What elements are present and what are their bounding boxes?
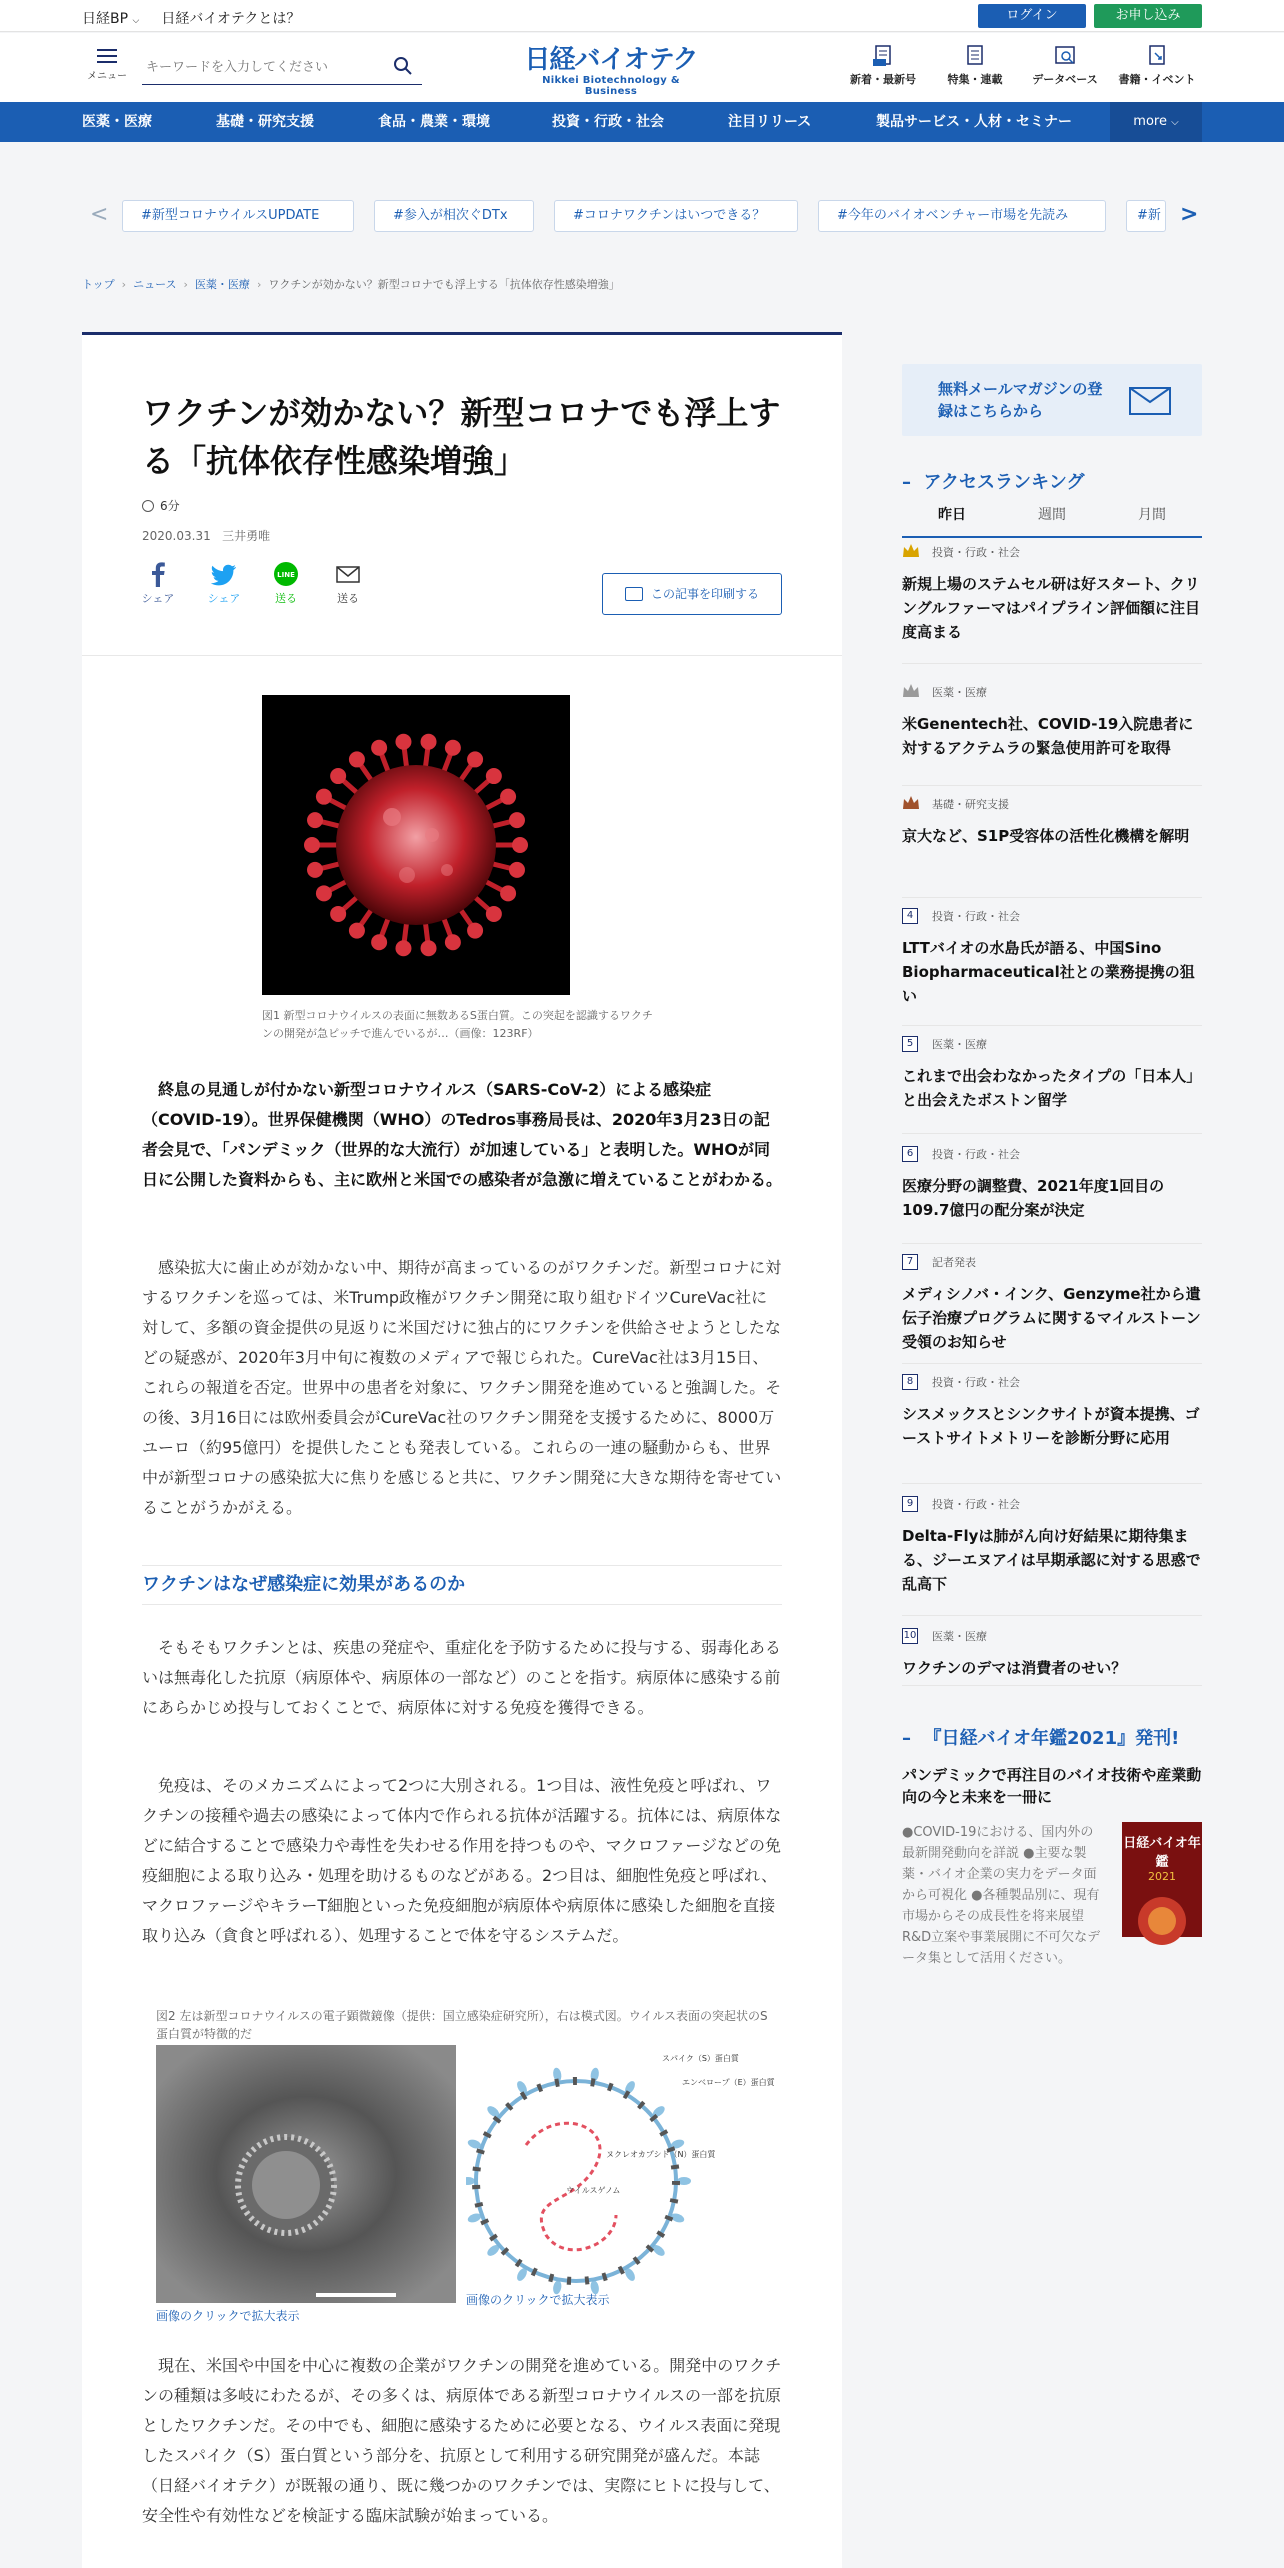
article-paragraph: 免疫は、そのメカニズムによって2つに大別される。1つ目は、液性免疫と呼ばれ、ワクチンの接種や過去の感染によって体内で作られる抗体が活躍する。抗体には、病原体などに結合することで感染力や毒性を失わせる作用を持つものや、マクロファージなどの免疫細胞による取り込み・処理を助けるものなどがある。2つ目は、細胞性免疫と呼ばれ、マクロファージやキラーT細胞といった免疫細胞が病原体や病原体に感染した細胞を直接取り込み（貪食と呼ばれる）、処理することで体を守るシステムだ。 — [142, 1776, 782, 1945]
tag-item[interactable]: #参入が相次ぐDTx — [374, 200, 534, 232]
divider — [82, 655, 842, 656]
virus-body — [336, 765, 496, 925]
share-facebook[interactable] — [138, 561, 178, 606]
share-line-label: 送る — [275, 592, 297, 605]
nav-database-label: データベース — [1032, 73, 1098, 86]
tab-monthly[interactable]: 月間 — [1138, 507, 1166, 523]
ranking-item[interactable] — [902, 1626, 1202, 1686]
electron-micrograph-image[interactable] — [156, 2045, 456, 2303]
ranking-title: 新規上場のステムセル研は好スタート、クリングルファーマはパイプライン評価額に注目度高まる — [902, 575, 1201, 641]
spike-marker — [466, 2177, 475, 2185]
spike-head — [316, 885, 332, 901]
ranking-item[interactable] — [902, 1372, 1202, 1484]
rank-number: 8 — [902, 1374, 918, 1390]
label-genome: ウイルスゲノム — [566, 2186, 621, 2195]
tab-weekly[interactable]: 週間 — [1038, 507, 1066, 523]
login-button[interactable]: ログイン — [978, 4, 1086, 28]
ranking-item[interactable] — [902, 906, 1202, 1026]
spike-head — [500, 885, 516, 901]
spike-head — [509, 812, 525, 828]
ranking-item[interactable] — [902, 1494, 1202, 1616]
carousel-next-icon[interactable]: > — [1180, 202, 1199, 227]
spike-head — [371, 740, 387, 756]
printer-icon — [625, 587, 643, 601]
menu-button[interactable] — [86, 49, 128, 82]
ranking-category: 医薬・医療 — [932, 1038, 987, 1051]
share-facebook-label: シェア — [141, 592, 175, 605]
article-meta — [142, 527, 270, 544]
nav-database[interactable] — [1020, 45, 1110, 87]
more-label: more — [1133, 114, 1167, 129]
label-envelope: エンベロープ（E）蛋白質 — [682, 2078, 775, 2087]
rank-number: 6 — [902, 1146, 918, 1162]
envelope-icon — [1128, 382, 1172, 418]
nav-medicine[interactable]: 医薬・医療 — [82, 114, 152, 130]
spike-head — [307, 812, 323, 828]
enlarge-link[interactable]: 画像のクリックで拡大表示 — [466, 2293, 610, 2307]
rank-number: 10 — [902, 1628, 918, 1644]
ranking-title: メディシノバ・インク、Genzyme社から遺伝子治療プログラムに関するマイルストーン受領のお知らせ — [902, 1285, 1201, 1351]
spike-head — [395, 940, 411, 956]
logo-subtext: Nikkei Biotechnology & Business — [542, 75, 680, 97]
share-twitter[interactable] — [204, 561, 244, 606]
yearbook-heading: – 『日経バイオ年鑑2021』発刊! — [902, 1728, 1180, 1749]
share-twitter-label: シェア — [207, 592, 241, 605]
section-heading: ワクチンはなぜ感染症に効果があるのか — [142, 1565, 782, 1605]
coronavirus-image[interactable] — [262, 695, 570, 995]
spike-head — [445, 740, 461, 756]
breadcrumb-current: ワクチンが効かない？新型コロナでも浮上する「抗体依存性感染増強」 — [268, 278, 620, 291]
spike-head — [421, 734, 437, 750]
ranking-title: 米Genentech社、COVID-19入院患者に対するアクテムラの緊急使用許可を取得 — [902, 715, 1194, 757]
crown-icon — [902, 794, 920, 812]
figure2-caption: 図2 左は新型コロナウイルスの電子顕微鏡像（提供：国立感染症研究所），右は模式図。ウイルス表面の突起状のS蛋白質が特徴的だ — [156, 2009, 768, 2041]
ranking-item[interactable] — [902, 682, 1202, 786]
spike-head — [330, 906, 346, 922]
article-paragraph: そもそもワクチンとは、疾患の発症や、重症化を予防するために投与する、弱毒化あるいは無毒化した抗原（病原体や、病原体の一部など）のことを指す。病原体に感染する前にあらかじめ投与しておくことで、病原体に対する免疫を獲得できる。 — [142, 1638, 781, 1717]
nav-products[interactable]: 製品サービス・人材・セミナー — [876, 114, 1072, 130]
label-nucleocapsid: ヌクレオカプシド（N）蛋白質 — [606, 2150, 716, 2159]
ranking-item[interactable] — [902, 1144, 1202, 1244]
article-title: ワクチンが効かない？新型コロナでも浮上する「抗体依存性感染増強」 — [142, 394, 781, 480]
ranking-item[interactable] — [902, 1034, 1202, 1134]
site-header — [0, 33, 1284, 102]
search-input[interactable] — [142, 51, 422, 85]
cover-year: 2021 — [1148, 1870, 1176, 1883]
nav-books-events[interactable] — [1112, 45, 1202, 87]
ranking-heading: – アクセスランキング — [902, 472, 1085, 493]
ranking-title: Delta-Flyは肺がん向け好結果に期待集まる、ジーエヌアイは早期承認に対する思惑で乱高下 — [902, 1527, 1201, 1593]
nav-features[interactable] — [930, 45, 1020, 87]
article-paragraph: 現在、米国や中国を中心に複数の企業がワクチンの開発を進めている。開発中のワクチンの種類は多岐にわたるが、その多くは、病原体である新型コロナウイルスの一部を抗原としたワクチンだ。その中でも、細胞に感染するために必要となる、ウイルス表面に発現したスパイク（S）蛋白質という部分を、抗原として利用する研究開発が盛んだ。本誌（日経バイオテク）が既報の通り、既に幾つかのワクチンでは、実際にヒトに投与して、安全性や有効性などを検証する臨床試験が始まっている。 — [142, 2356, 782, 2525]
spike-head — [486, 768, 502, 784]
share-mail-label: 送る — [337, 592, 359, 605]
nav-features-label: 特集・連載 — [947, 73, 1003, 86]
nav-new-issue[interactable] — [838, 45, 928, 87]
facebook-icon — [147, 561, 169, 587]
crown-icon — [902, 542, 920, 560]
nav-releases[interactable]: 注目リリース — [728, 114, 812, 130]
tab-yesterday[interactable]: 昨日 — [938, 507, 966, 523]
line-icon — [272, 561, 300, 587]
yearbook-description: ●COVID-19における、国内外の最新開発動向を詳説 ●主要な製薬・バイオ企業の実力をデータ面から可視化 ●各種製品別に、現有市場からその成長性を将来展望 R&D立案や事業展開に不可欠なデータ集として活用ください。 — [902, 1825, 1101, 1966]
utility-bar — [0, 0, 1284, 32]
carousel-prev-icon[interactable]: < — [90, 202, 109, 227]
article-card — [82, 332, 842, 2568]
menu-label: メニュー — [87, 71, 127, 82]
rank-number: 4 — [902, 908, 918, 924]
ranking-tabs — [902, 500, 1202, 538]
ranking-category: 投資・行政・社会 — [932, 1148, 1020, 1161]
spike-head — [330, 768, 346, 784]
cover-title: 日経バイオ年鑑 — [1123, 1836, 1201, 1870]
nav-books-label: 書籍・イベント — [1118, 73, 1196, 86]
ranking-category: 医薬・医療 — [932, 686, 987, 699]
ranking-category: 記者発表 — [932, 1256, 976, 1269]
spike-head — [467, 751, 483, 767]
chevron-down-icon: ⌵ — [1171, 117, 1179, 128]
nikkeibp-link[interactable]: 日経BP ⌵ — [82, 11, 140, 27]
hamburger-icon — [97, 49, 117, 63]
spike-head — [307, 862, 323, 878]
about-link[interactable]: 日経バイオテクとは？ — [161, 11, 301, 27]
yearbook-subtitle[interactable]: パンデミックで再注目のバイオ技術や産業動向の今と未来を一冊に — [902, 1766, 1202, 1806]
tag-item[interactable]: #今年のバイオベンチャー市場を先読み — [818, 200, 1106, 232]
ranking-category: 投資・行政・社会 — [932, 1498, 1020, 1511]
virus-diagram-image[interactable] — [466, 2045, 776, 2295]
article-date: 2020.03.31 — [142, 529, 211, 543]
logo-text: 日経バイオテク — [524, 45, 698, 75]
spike-head — [395, 734, 411, 750]
share-line[interactable] — [266, 561, 306, 606]
book-icon — [1147, 45, 1167, 67]
rank-number: 5 — [902, 1036, 918, 1052]
ranking-item[interactable] — [902, 794, 1202, 898]
subscribe-button[interactable]: お申し込み — [1094, 4, 1202, 28]
clock-icon — [142, 500, 154, 512]
ranking-category: 投資・行政・社会 — [932, 1376, 1020, 1389]
spike-head — [467, 923, 483, 939]
ranking-category: 基礎・研究支援 — [932, 798, 1009, 811]
ranking-category: 投資・行政・社会 — [932, 546, 1020, 559]
virus-structure-diagram — [466, 2045, 776, 2295]
new-document-icon — [873, 45, 893, 67]
document-icon — [965, 45, 985, 67]
print-button[interactable]: この記事を印刷する — [602, 573, 782, 615]
spike-head — [349, 751, 365, 767]
ranking-title: 京大など、S1P受容体の活性化機構を解明 — [902, 827, 1190, 845]
chevron-down-icon: ⌵ — [132, 16, 140, 26]
spike-head — [445, 934, 461, 950]
spike-head — [421, 940, 437, 956]
ranking-item[interactable] — [902, 1252, 1202, 1364]
twitter-icon — [211, 561, 237, 587]
ranking-title: 医療分野の調整費、2021年度1回目の109.7億円の配分案が決定 — [902, 1177, 1165, 1219]
figure1-caption: 図1 新型コロナウイルスの表面に無数あるS蛋白質。この突起を認識するワクチンの開発が急ピッチで進んでいるが…（画像：123RF） — [262, 1009, 653, 1040]
rank-number: 7 — [902, 1254, 918, 1270]
yearbook-cover-image[interactable] — [1122, 1822, 1202, 1937]
ranking-category: 投資・行政・社会 — [932, 910, 1020, 923]
spike-head — [486, 906, 502, 922]
ranking-category: 医薬・医療 — [932, 1630, 987, 1643]
utility-links — [82, 8, 300, 28]
article-author: 三井勇唯 — [222, 529, 271, 543]
rank-number: 9 — [902, 1496, 918, 1512]
nav-investment[interactable]: 投資・行政・社会 — [552, 114, 664, 130]
search-icon[interactable] — [392, 55, 414, 77]
read-time: 6分 — [142, 497, 180, 514]
tag-carousel — [0, 200, 1284, 236]
article-lead: 終息の見通しが付かない新型コロナウイルス（SARS-CoV-2）による感染症（COVID-19）。世界保健機関（WHO）のTedros事務局長は、2020年3月23日の記者会見で、「パンデミック（世界的な大流行）が加速している」と表明した。WHOが同日に公開した資料からも、主に欧州と米国での感染者が急激に増えていることがわかる。 — [142, 1080, 783, 1189]
ranking-title: これまで出会わなかったタイプの「日本人」と出会えたボストン留学 — [902, 1067, 1202, 1109]
spike-head — [500, 789, 516, 805]
svg-text:LINE: LINE — [277, 571, 295, 579]
share-mail[interactable] — [328, 561, 368, 606]
nav-new-issue-label: 新着・最新号 — [850, 73, 916, 86]
spike-head — [512, 837, 528, 853]
newsletter-banner[interactable] — [902, 364, 1202, 436]
coronavirus-illustration — [262, 695, 570, 995]
spike-markers — [466, 2067, 691, 2295]
ranking-title: LTTバイオの水島氏が語る、中国Sino Biopharmaceutical社との業務提携の狙い — [902, 939, 1195, 1005]
breadcrumb: トップ › ニュース › 医薬・医療 › ワクチンが効かない？新型コロナでも浮上する「抗体依存性感染増強」 — [82, 278, 620, 291]
breadcrumb-news[interactable]: ニュース — [133, 278, 177, 291]
database-icon — [1054, 45, 1076, 67]
label-spike: スパイク（S）蛋白質 — [662, 2054, 739, 2063]
site-logo[interactable] — [516, 45, 706, 95]
breadcrumb-category[interactable]: 医薬・医療 — [194, 278, 250, 291]
newsletter-text: 無料メールマガジンの登録はこちらから — [938, 380, 1103, 420]
spike-head — [509, 862, 525, 878]
tag-item[interactable]: #新 — [1126, 200, 1166, 232]
micrograph — [156, 2045, 456, 2303]
spike-head — [371, 934, 387, 950]
spike-head — [349, 923, 365, 939]
tag-item[interactable]: #コロナワクチンはいつできる？ — [554, 200, 798, 232]
nav-food-agri[interactable]: 食品・農業・環境 — [378, 114, 490, 130]
mail-icon — [335, 561, 361, 587]
nav-basic-research[interactable]: 基礎・研究支援 — [216, 114, 314, 130]
enlarge-link[interactable]: 画像のクリックで拡大表示 — [156, 2309, 300, 2323]
ranking-title: シスメックスとシンクサイトが資本提携、ゴーストサイトメトリーを診断分野に応用 — [902, 1405, 1200, 1447]
tag-item[interactable]: #新型コロナウイルスUPDATE — [122, 200, 354, 232]
spike-head — [316, 789, 332, 805]
main-nav — [0, 102, 1284, 142]
spike-head — [304, 837, 320, 853]
crown-icon — [902, 682, 920, 700]
article-paragraph: 感染拡大に歯止めが効かない中、期待が高まっているのがワクチンだ。新型コロナに対するワクチンを巡っては、米Trump政権がワクチン開発に取り組むドイツCureVac社に対して、多額の資金提供の見返りに米国だけに独占的にワクチンを供給させようとしたなどの疑惑が、2020年3月中旬に複数のメディアで報じられた。CureVac社は3月15日、これらの報道を否定。世界中の患者を対象に、ワクチン開発を進めていると強調した。その後、3月16日には欧州委員会がCureVac社のワクチン開発を支援するために、8000万ユーロ（約95億円）を提供したことも発表している。これらの一連の騒動からも、世界中が新型コロナの感染拡大に焦りを感じると共に、ワクチン開発に大きな期待を寄せていることがうかがえる。 — [142, 1258, 782, 1517]
cover-art — [1122, 1883, 1202, 1953]
ranking-item[interactable] — [902, 542, 1202, 664]
ranking-title: ワクチンのデマは消費者のせい？ — [902, 1659, 1127, 1677]
nav-more-button[interactable] — [1110, 102, 1202, 142]
breadcrumb-top[interactable]: トップ — [82, 278, 115, 291]
